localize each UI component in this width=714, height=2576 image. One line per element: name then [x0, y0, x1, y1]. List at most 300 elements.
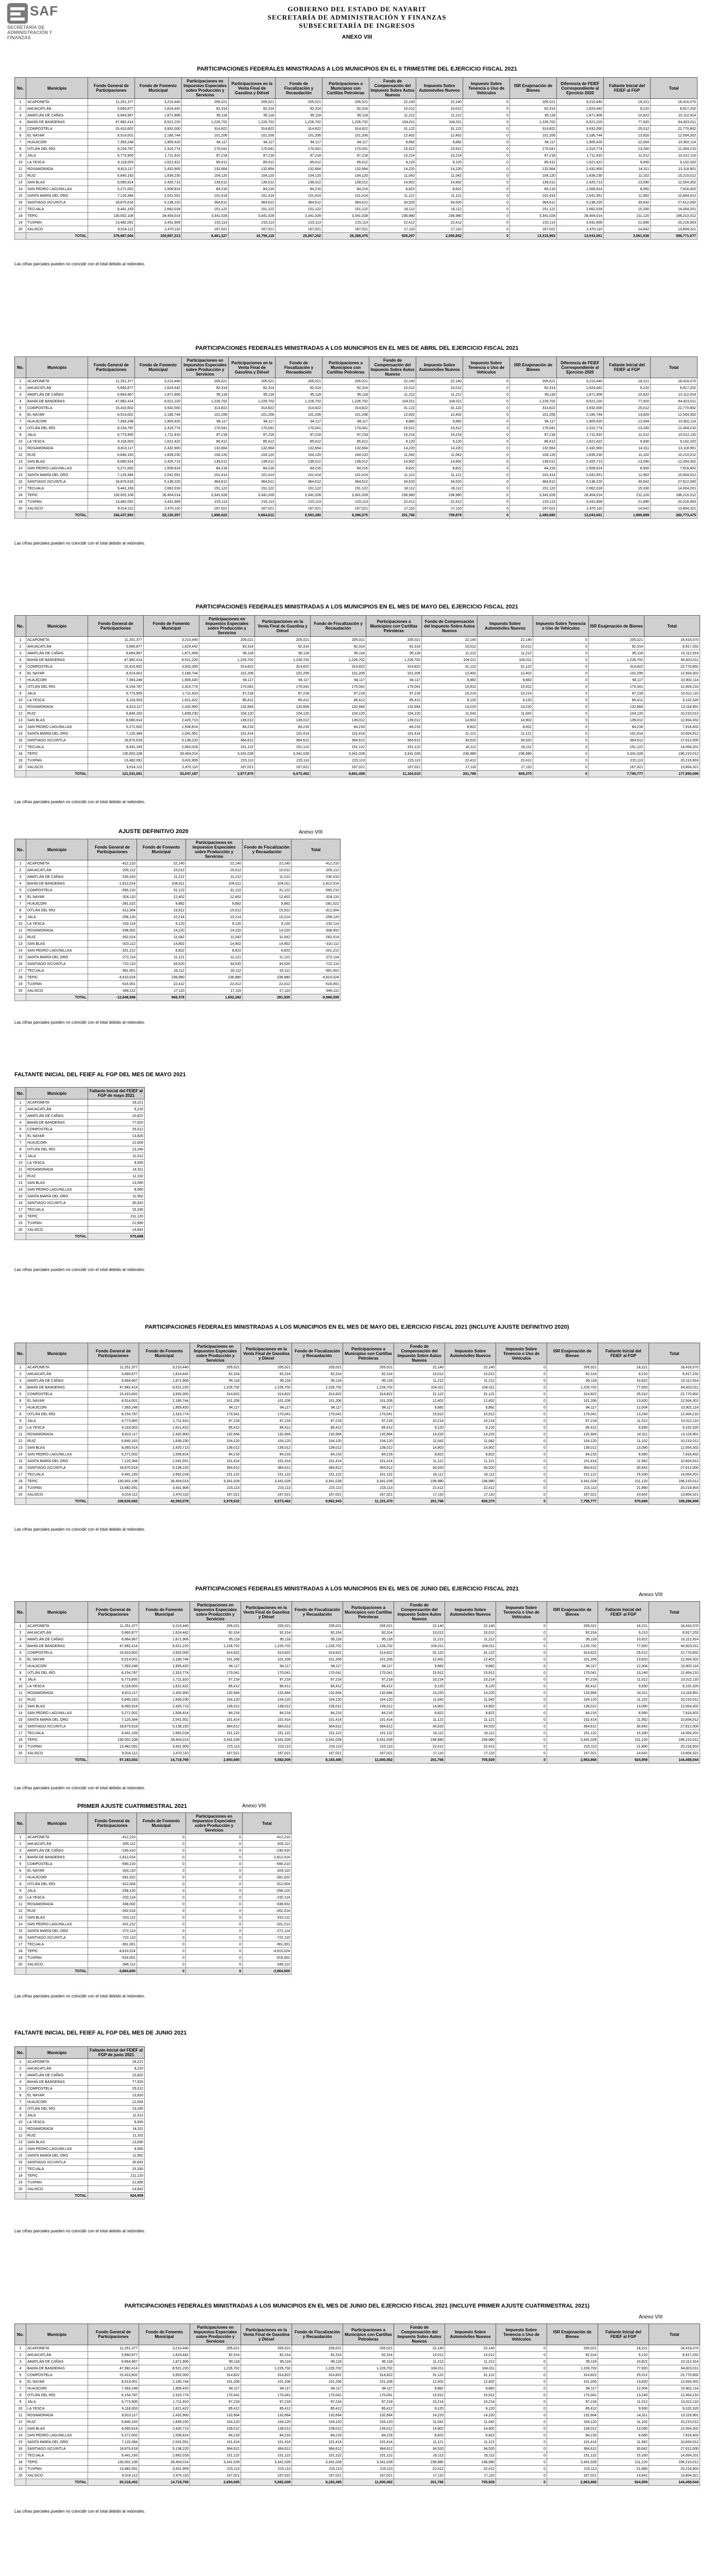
total-cell: 201,766 — [422, 771, 478, 777]
municipality-name: TEPIC — [26, 1478, 88, 1485]
municipality-name: HUAJICORI — [26, 1404, 88, 1411]
amount-cell: 215,113 — [292, 2466, 343, 2472]
amount-cell: 95,118 — [276, 112, 322, 119]
table-row — [15, 2432, 700, 2439]
amount-cell: 10,214 — [394, 1418, 445, 1425]
amount-cell: 151,122 — [510, 206, 557, 213]
amount-cell: 5,271,002 — [88, 1451, 139, 1458]
amount-cell: 104,120 — [182, 173, 229, 179]
amount-cell: 97,218 — [311, 690, 366, 697]
amount-cell: 236,980 — [478, 751, 533, 757]
amount-cell: 0 — [496, 2452, 547, 2459]
amount-cell: 1,711,910 — [135, 432, 182, 438]
amount-cell: 2,470,110 — [139, 1492, 190, 1498]
amount-cell: 22,140 — [445, 1623, 496, 1630]
municipality-name: SANTA MARÍA DEL ORO — [26, 193, 88, 199]
amount-cell: 8,521,220 — [135, 119, 182, 126]
amount-cell: 95,118 — [292, 2359, 343, 2365]
table-row — [15, 1418, 700, 1425]
amount-cell: 92,314 — [229, 385, 276, 392]
amount-cell: 9,102,320 — [651, 159, 698, 166]
participaciones-table — [14, 77, 698, 240]
amount-cell: 236,980 — [243, 974, 292, 981]
amount-cell: 9,882 — [369, 139, 416, 146]
amount-cell: 132,664 — [343, 2412, 394, 2419]
section-title: PARTICIPACIONES FEDERALES MINISTRADAS A LOS MUNICIPIOS EN EL MES DE JUNIO DEL EJERCICIO FISCAL 2021 (INCLUYE PRIMER AJUSTE CUATRIMESTRAL 2021) — [124, 2303, 590, 2309]
column-header: Impuesto Sobre Automóviles Nuevos — [445, 1602, 496, 1623]
total-row — [15, 233, 698, 240]
amount-cell: 205,021 — [190, 1623, 241, 1630]
amount-cell: 27,612,000 — [649, 1465, 700, 1471]
municipality-name: TUXPAN — [26, 1955, 88, 1961]
amount-cell: 101,206 — [547, 2379, 598, 2385]
amount-cell: 1,226,702 — [343, 1384, 394, 1391]
amount-cell: -205,112 — [88, 1841, 137, 1848]
amount-cell: 0 — [533, 731, 589, 737]
amount-cell: 364,612 — [366, 737, 422, 744]
amount-cell: 130,002,108 — [88, 1478, 139, 1485]
amount-cell: 22,770,802 — [649, 1391, 700, 1398]
amount-cell: 0 — [496, 2372, 547, 2379]
total-cell: 8,583,380 — [276, 512, 322, 519]
amount-cell: 0 — [463, 412, 510, 418]
amount-cell: 9,882 — [394, 2385, 445, 2392]
amount-cell: 95,118 — [292, 1378, 343, 1384]
total-cell: 0 — [186, 1968, 243, 1975]
amount-cell: 167,021 — [255, 764, 311, 771]
total-cell: 924,959 — [598, 2479, 649, 2486]
row-number: 4 — [15, 2079, 26, 2086]
amount-cell: 151,122 — [241, 1730, 292, 1737]
table-row — [15, 2159, 145, 2166]
amount-cell: 236,980 — [186, 974, 243, 981]
amount-cell: 10,902,114 — [644, 677, 700, 684]
row-number: 11 — [15, 1166, 26, 1173]
amount-cell: 2,662,018 — [139, 1730, 190, 1737]
amount-cell: 0 — [463, 126, 510, 132]
amount-cell: 13,820 — [604, 412, 651, 418]
amount-cell: 167,021 — [276, 226, 322, 233]
amount-cell: -312,004 — [88, 1881, 137, 1888]
amount-cell: 85,412 — [292, 1683, 343, 1690]
amount-cell: 0 — [533, 670, 589, 677]
row-number: 17 — [15, 2452, 26, 2459]
amount-cell: 10,012 — [416, 106, 463, 112]
amount-cell: 17,110 — [394, 1750, 445, 1757]
amount-cell: 364,612 — [292, 1723, 343, 1730]
municipality-name: ROSAMORADA — [26, 2412, 88, 2419]
amount-cell: 205,021 — [182, 378, 229, 385]
row-number: 19 — [15, 2179, 26, 2186]
amount-cell: 11,042 — [369, 173, 416, 179]
amount-cell: 0 — [496, 1458, 547, 1465]
amount-cell: 2,041,551 — [557, 193, 604, 199]
amount-cell: 1,624,442 — [135, 385, 182, 392]
municipality-name: TECUALA — [26, 744, 88, 751]
amount-cell: 22,140 — [186, 860, 243, 867]
column-header: Municipio — [26, 357, 88, 378]
amount-cell: 0 — [496, 1743, 547, 1750]
amount-cell: 22,412 — [445, 1743, 496, 1750]
total-cell: 1,652,282 — [186, 994, 243, 1001]
table-header-row — [15, 1602, 700, 1623]
amount-cell: 0 — [496, 1636, 547, 1643]
amount-cell: 314,822 — [322, 405, 369, 412]
amount-cell: 15,912 — [416, 146, 463, 152]
column-header: Impuesto Sobre Tenencia o Uso de Vehículos — [463, 357, 510, 378]
amount-cell: 101,206 — [241, 1398, 292, 1404]
column-header: Fondo General de Participaciones — [88, 2324, 139, 2345]
row-number: 8 — [15, 684, 26, 690]
row-number: 5 — [15, 887, 26, 894]
row-number: 19 — [15, 499, 26, 505]
total-cell: 201,766 — [394, 1757, 445, 1764]
amount-cell: 47,982,414 — [88, 1643, 139, 1650]
amount-cell: 17,110 — [445, 2472, 496, 2479]
amount-cell: 10,214 — [369, 152, 416, 159]
amount-cell: 92,314 — [241, 2352, 292, 2359]
row-number: 7 — [15, 1140, 26, 1146]
municipality-name: EL NAYAR — [26, 670, 88, 677]
table-row — [15, 757, 700, 764]
amount-cell: 84,216 — [292, 1710, 343, 1717]
row-number: 2 — [15, 1106, 26, 1113]
row-number: 13 — [15, 1703, 26, 1710]
table-row — [15, 1193, 145, 1200]
amount-cell: 1,621,422 — [557, 159, 604, 166]
amount-cell: 8,521,220 — [557, 119, 604, 126]
amount-cell: 3,341,028 — [547, 1478, 598, 1485]
municipality-name: SAN PEDRO LAGUNILLAS — [26, 1921, 88, 1928]
amount-cell: 2,470,110 — [139, 1750, 190, 1757]
amount-cell: 236,980 — [394, 1478, 445, 1485]
row-number: 3 — [15, 392, 26, 398]
amount-cell: 6,118,003 — [88, 1683, 139, 1690]
amount-cell: 3,431,909 — [144, 757, 199, 764]
municipality-name: SANTA MARÍA DEL ORO — [26, 954, 88, 961]
amount-cell: 11,042 — [445, 2419, 496, 2426]
amount-cell: 167,021 — [322, 226, 369, 233]
amount-cell: 95,118 — [343, 2359, 394, 2365]
amount-cell: 167,021 — [190, 2472, 241, 2479]
amount-cell: 8,813,117 — [88, 445, 135, 452]
amount-cell: 95,118 — [322, 112, 369, 119]
amount-cell: 101,206 — [241, 1656, 292, 1663]
amount-cell: 85,412 — [182, 159, 229, 166]
municipality-name: SAN PEDRO LAGUNILLAS — [26, 186, 88, 193]
amount-cell: 101,414 — [292, 1458, 343, 1465]
amount-cell: 14,220 — [445, 1690, 496, 1697]
amount-cell: 101,414 — [182, 472, 229, 479]
amount-cell: 22,140 — [243, 860, 292, 867]
amount-cell: 1,624,442 — [135, 106, 182, 112]
amount-cell: 10,210,012 — [649, 1697, 700, 1703]
amount-cell: 8,822 — [445, 1710, 496, 1717]
amount-cell: 5,660,877 — [88, 643, 144, 650]
column-header: Fondo de Compensación del Impuesto Sobre Autos Nuevos — [394, 1602, 445, 1623]
row-number: 16 — [15, 1200, 26, 1207]
amount-cell: 0 — [463, 146, 510, 152]
amount-cell: 104,011 — [445, 1643, 496, 1650]
amount-cell: 167,021 — [190, 1750, 241, 1757]
amount-cell: 2,310,774 — [557, 146, 604, 152]
table-row — [15, 1750, 700, 1757]
amount-cell: 196,210,012 — [644, 751, 700, 757]
row-number: 5 — [15, 126, 26, 132]
amount-cell: 85,412 — [190, 1683, 241, 1690]
municipality-name: RUIZ — [26, 1697, 88, 1703]
amount-cell: 1,506,814 — [139, 2432, 190, 2439]
amount-cell: 13,240 — [598, 1670, 649, 1676]
municipality-name: EL NAYAR — [26, 2092, 88, 2099]
amount-cell: 84,216 — [322, 465, 369, 472]
amount-cell: 3,341,028 — [343, 2459, 394, 2466]
amount-cell: 12,402 — [394, 1398, 445, 1404]
column-header: Total — [651, 78, 698, 99]
amount-cell: 170,041 — [547, 2392, 598, 2399]
amount-cell: 1,839,230 — [135, 452, 182, 459]
column-header: Fondo de Fiscalización y Recaudación — [243, 839, 292, 860]
amount-cell: 11,042 — [186, 934, 243, 941]
amount-cell: 314,822 — [547, 2372, 598, 2379]
table-row — [15, 2173, 145, 2179]
amount-cell: 34,520 — [394, 2446, 445, 2452]
municipality-name: EL NAYAR — [26, 1656, 88, 1663]
amount-cell: 1,711,910 — [144, 690, 199, 697]
total-cell: 201,766 — [369, 512, 416, 519]
section-title: PARTICIPACIONES FEDERALES MINISTRADAS A LOS MUNICIPIOS EN EL MES DE JUNIO DEL EJERCICIO FISCAL 2021 — [195, 1586, 519, 1592]
amount-cell: 92,314 — [276, 385, 322, 392]
amount-cell: 205,021 — [190, 1364, 241, 1371]
amount-cell: -281,022 — [88, 1874, 137, 1881]
amount-cell: 132,664 — [547, 1431, 598, 1438]
row-number: 11 — [15, 2412, 26, 2419]
amount-cell: 2,041,551 — [135, 193, 182, 199]
row-number: 1 — [15, 2345, 26, 2352]
amount-cell: 95,118 — [199, 650, 255, 657]
amount-cell: 9,120 — [445, 1683, 496, 1690]
municipality-name: TEPIC — [26, 1737, 88, 1743]
amount-cell: 2,662,018 — [557, 206, 604, 213]
amount-cell: 34,520 — [445, 1723, 496, 1730]
amount-cell: 64,823,011 — [649, 2365, 700, 2372]
amount-cell: 11,121 — [394, 2439, 445, 2446]
amount-cell: 34,520 — [422, 737, 478, 744]
amount-cell: -262,014 — [88, 1908, 137, 1914]
municipality-name: SANTIAGO IXCUINTLA — [26, 1935, 88, 1941]
amount-cell: 1,226,702 — [547, 1643, 598, 1650]
amount-cell: 34,520 — [369, 199, 416, 206]
amount-cell: 34,520 — [445, 1465, 496, 1471]
amount-cell: 9,882 — [416, 418, 463, 425]
amount-cell: 13,820 — [598, 1656, 649, 1663]
amount-cell: 94,117 — [366, 677, 422, 684]
amount-cell: 314,822 — [190, 1391, 241, 1398]
row-number: 20 — [15, 2472, 26, 2479]
amount-cell: 13,240 — [604, 425, 651, 432]
municipality-name: JALA — [26, 1888, 88, 1894]
total-cell: 570,688 — [88, 1233, 145, 1240]
amount-cell: 3,210,440 — [557, 378, 604, 385]
amount-cell: 94,117 — [190, 1663, 241, 1670]
amount-cell: 9,120 — [369, 438, 416, 445]
total-row — [15, 2193, 145, 2199]
total-cell: TOTAL — [26, 512, 88, 519]
table-row — [15, 1227, 145, 1233]
amount-cell: 0 — [496, 1690, 547, 1697]
amount-cell: 101,414 — [292, 2439, 343, 2446]
amount-cell: 0 — [186, 1854, 243, 1861]
amount-cell: 1,871,906 — [139, 1636, 190, 1643]
amount-cell: 7,916,402 — [649, 1451, 700, 1458]
amount-cell: 22,140 — [416, 99, 463, 106]
total-row — [15, 1498, 700, 1505]
total-row — [15, 1757, 700, 1764]
amount-cell: 20,216,903 — [649, 1485, 700, 1492]
amount-cell: 8,560 — [598, 1451, 649, 1458]
amount-cell: 77,920 — [604, 119, 651, 126]
table-row — [15, 1948, 292, 1955]
participaciones-table — [14, 357, 698, 519]
amount-cell: 1,711,910 — [135, 152, 182, 159]
amount-cell: 21,890 — [604, 219, 651, 226]
amount-cell: 0 — [533, 737, 589, 744]
amount-cell: 2,180,744 — [135, 412, 182, 418]
amount-cell: -258,120 — [292, 914, 341, 921]
municipality-name: TEPIC — [26, 213, 88, 219]
amount-cell: 236,980 — [445, 1737, 496, 1743]
amount-cell: 3,932,000 — [557, 405, 604, 412]
amount-cell: 84,216 — [182, 186, 229, 193]
column-header: Municipio — [26, 1088, 88, 1099]
column-header: Impuesto Sobre Tenencia o Uso de Vehículos — [496, 2324, 547, 2345]
amount-cell: 2,041,551 — [557, 472, 604, 479]
row-number: 19 — [15, 1485, 26, 1492]
amount-cell: 5,138,220 — [557, 199, 604, 206]
amount-cell: 22,140 — [369, 378, 416, 385]
amount-cell: 215,113 — [182, 219, 229, 226]
amount-cell: 64,823,011 — [651, 398, 698, 405]
saf-logo-text: SAF — [30, 3, 58, 19]
amount-cell: 22,412 — [422, 757, 478, 764]
amount-cell: 130,002,108 — [88, 751, 144, 757]
amount-cell: 21,890 — [598, 1485, 649, 1492]
amount-cell: -205,112 — [243, 1841, 292, 1848]
amount-cell: 0 — [496, 1717, 547, 1723]
total-cell: 0 — [463, 233, 510, 240]
column-header: Faltante Inicial del FEIEF al FGP — [604, 357, 651, 378]
annex-tag: Anexo VIII — [639, 1592, 663, 1598]
amount-cell: 101,414 — [276, 193, 322, 199]
amount-cell: 64,823,011 — [651, 119, 698, 126]
amount-cell: 364,612 — [343, 2446, 394, 2452]
amount-cell: 11,251,377 — [88, 378, 135, 385]
amount-cell: 139,012 — [276, 179, 322, 186]
column-header: Fondo General de Participaciones — [88, 357, 135, 378]
amount-cell: 0 — [496, 1710, 547, 1717]
amount-cell: 12,402 — [478, 670, 533, 677]
row-number: 3 — [15, 2072, 26, 2079]
amount-cell: -516,001 — [243, 1955, 292, 1961]
amount-cell: 101,206 — [311, 670, 366, 677]
amount-cell: 3,210,440 — [139, 1623, 190, 1630]
amount-cell: 132,664 — [322, 166, 369, 173]
rounding-note: Las cifras parciales pueden no coincidir con el total debido al redondeo. — [14, 1527, 145, 1532]
row-number: 4 — [15, 1384, 26, 1391]
amount-cell: 215,113 — [276, 219, 322, 226]
amount-cell: 77,920 — [598, 2365, 649, 2372]
amount-cell: 104,120 — [343, 2419, 394, 2426]
amount-cell: -590,210 — [243, 1861, 292, 1868]
section-title: PARTICIPACIONES FEDERALES MINISTRADAS A LOS MUNICIPIOS EN EL II TRIMESTRE DEL EJERCICIO FISCAL 2021 — [197, 66, 517, 72]
amount-cell: -310,112 — [88, 941, 137, 947]
municipality-name: SAN PEDRO LAGUNILLAS — [26, 1451, 88, 1458]
amount-cell: 2,180,744 — [557, 412, 604, 418]
total-cell: 2,993,695 — [190, 2479, 241, 2486]
amount-cell: 14,902 — [137, 941, 186, 947]
municipality-name: SANTIAGO IXCUINTLA — [26, 737, 88, 744]
amount-cell: 7,916,402 — [651, 465, 698, 472]
amount-cell: 94,117 — [292, 2385, 343, 2392]
municipality-name: AHUACATLÁN — [26, 1371, 88, 1378]
amount-cell: 2,310,774 — [139, 2392, 190, 2399]
total-cell: 13,315,963 — [510, 233, 557, 240]
amount-cell: 132,664 — [292, 1690, 343, 1697]
amount-cell: 1,839,230 — [557, 452, 604, 459]
amount-cell: 205,021 — [510, 99, 557, 106]
amount-cell: 94,117 — [311, 677, 366, 684]
row-number: 20 — [15, 1492, 26, 1498]
municipality-name: HUAJICORI — [26, 418, 88, 425]
amount-cell: 3,932,000 — [139, 1391, 190, 1398]
amount-cell: 22,412 — [394, 2466, 445, 2472]
amount-cell: 22,140 — [394, 1364, 445, 1371]
amount-cell: 3,341,028 — [276, 213, 322, 219]
amount-cell: 0 — [533, 724, 589, 731]
table-row — [15, 1146, 145, 1153]
column-header: Municipio — [26, 2047, 88, 2059]
municipality-name: XALISCO — [26, 226, 88, 233]
amount-cell: 8,060,914 — [88, 179, 135, 186]
amount-cell: 101,414 — [241, 1458, 292, 1465]
amount-cell: 64,823,011 — [649, 1643, 700, 1650]
amount-cell: 0 — [463, 465, 510, 472]
table-row — [15, 1445, 700, 1451]
amount-cell: 9,441,193 — [88, 485, 135, 492]
table-row — [15, 492, 698, 499]
municipality-name: RUIZ — [26, 1438, 88, 1445]
amount-cell: 215,113 — [255, 757, 311, 764]
amount-cell: 0 — [137, 1874, 186, 1881]
amount-cell: 151,122 — [190, 1730, 241, 1737]
amount-cell: 11,251,377 — [88, 1623, 139, 1630]
municipality-name: SAN BLAS — [26, 1703, 88, 1710]
amount-cell: 3,341,028 — [229, 492, 276, 499]
amount-cell: 0 — [496, 1703, 547, 1710]
municipality-name: RUIZ — [26, 934, 88, 941]
total-cell: 144,458,544 — [649, 2479, 700, 2486]
municipality-name: TUXPAN — [26, 219, 88, 226]
row-number: 16 — [15, 737, 26, 744]
amount-cell: 0 — [496, 1398, 547, 1404]
amount-cell: 205,021 — [322, 99, 369, 106]
amount-cell: 10,112,914 — [644, 650, 700, 657]
amount-cell: 132,664 — [292, 1431, 343, 1438]
row-number: 9 — [15, 432, 26, 438]
ajuste-definitivo-table — [14, 839, 341, 1001]
amount-cell: 6,840,163 — [88, 2419, 139, 2426]
total-cell — [15, 2479, 26, 2486]
